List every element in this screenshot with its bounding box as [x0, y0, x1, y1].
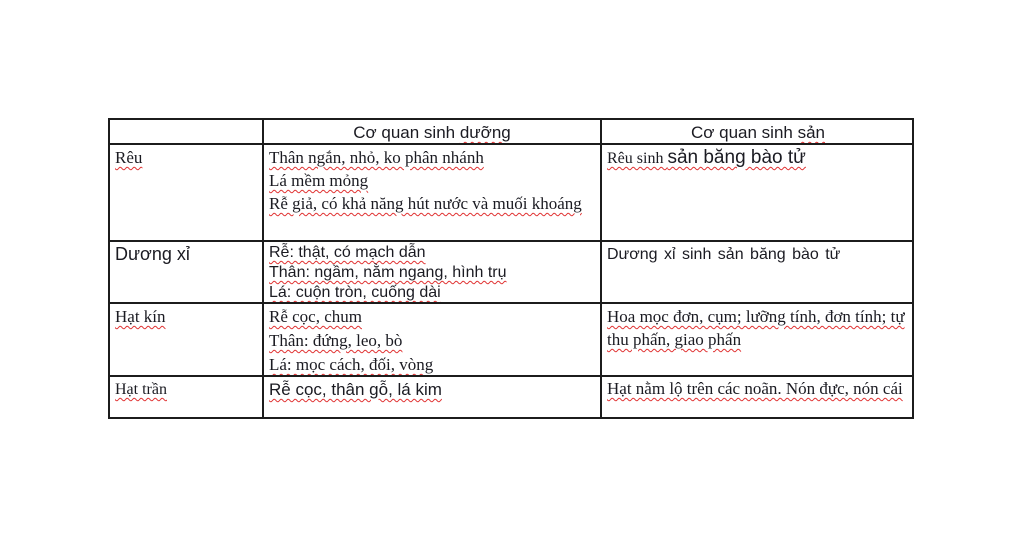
fern-repro-text: Dương xỉ sinh sản băng bào tử — [607, 246, 841, 263]
cell-angiosperm-reproductive — [602, 304, 914, 377]
moss-veg-line-1: Thân ngắn, nhỏ, ko phân nhánh — [269, 148, 484, 167]
fern-veg-line-3: Lá: cuộn tròn, cuống dài — [269, 284, 441, 301]
cell-angiosperm-vegetative — [264, 304, 602, 377]
angiosperm-veg-line-1: Rễ cọc, chum — [269, 307, 362, 326]
header-reproductive-organs — [602, 120, 914, 145]
cell-gymnosperm-vegetative — [264, 377, 602, 419]
row-label-moss — [110, 145, 264, 242]
gymnosperm-repro-text: Hạt nằm lộ trên các noãn. Nón đực, nón cái — [607, 379, 903, 398]
angiosperm-veg-line-2: Thân: đứng, leo, bò — [269, 331, 403, 350]
row-label-fern-text: Dương xỉ — [115, 244, 190, 264]
angiosperm-veg-line-3: Lá: mọc cách, đối, vòng — [269, 355, 434, 374]
header-empty-cell — [110, 120, 264, 145]
plant-groups-comparison-table — [108, 118, 914, 419]
row-label-moss-text: Rêu — [115, 148, 143, 167]
row-label-gymnosperm-text: Hạt trần — [115, 381, 167, 398]
moss-veg-line-3: Rễ giả, có khả năng hút nước và muối khoáng — [269, 194, 582, 213]
cell-gymnosperm-reproductive — [602, 377, 914, 419]
moss-veg-line-2: Lá mềm mỏng — [269, 171, 369, 190]
cell-moss-vegetative — [264, 145, 602, 242]
cell-moss-reproductive — [602, 145, 914, 242]
header-veg-flagged-word: dưỡng — [459, 123, 511, 142]
angiosperm-repro-text: Hoa mọc đơn, cụm; lưỡng tính, đơn tính; tự thu phấn, giao phấn — [607, 307, 905, 349]
row-label-angiosperm — [110, 304, 264, 377]
cell-fern-reproductive — [602, 242, 914, 304]
fern-veg-line-1: Rễ: thật, có mạch dẫn — [269, 244, 426, 261]
moss-repro-part2: sản băng bào tử — [667, 147, 806, 168]
row-label-fern — [110, 242, 264, 304]
gymnosperm-veg-line-1: Rễ cọc, thân gỗ, lá kim — [269, 380, 442, 399]
fern-veg-line-2: Thân: ngầm, nằm ngang, hình trụ — [269, 264, 507, 281]
header-vegetative-organs — [264, 120, 602, 145]
header-repro-text: Cơ quan sinh — [690, 123, 798, 142]
moss-repro-part1: Rêu sinh — [607, 150, 668, 167]
header-veg-text: Cơ quan sinh — [353, 123, 460, 142]
row-label-gymnosperm — [110, 377, 264, 419]
row-label-angiosperm-text: Hạt kín — [115, 307, 166, 326]
cell-fern-vegetative — [264, 242, 602, 304]
header-repro-flagged-word: sản — [797, 123, 826, 142]
